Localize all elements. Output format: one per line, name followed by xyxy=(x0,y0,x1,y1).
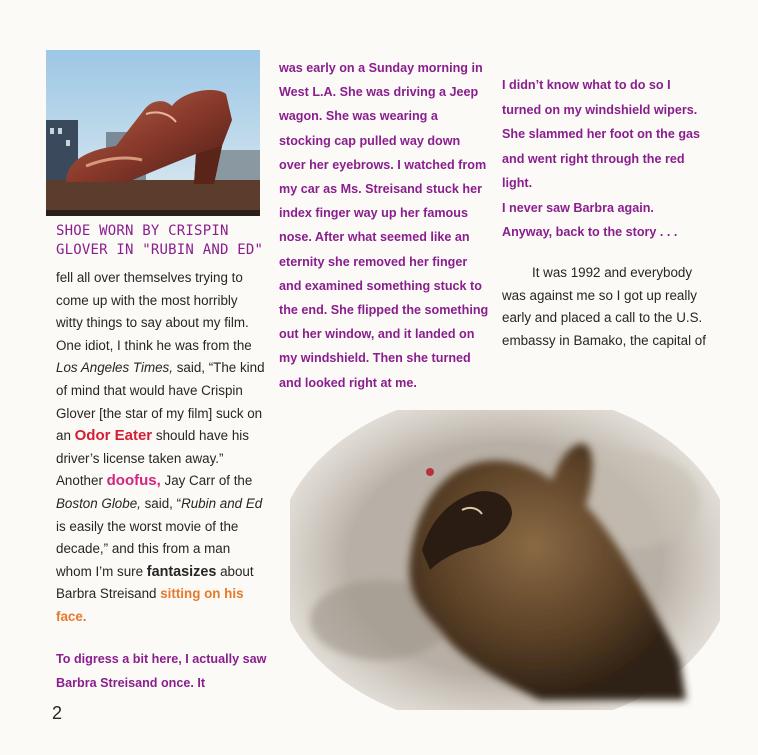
text-run: is easily the worst movie of the decade,” and this from a man whom I’m sure xyxy=(56,518,239,579)
dog-photo xyxy=(290,410,720,710)
dog-photo-image xyxy=(290,410,720,710)
text-run: said, “ xyxy=(140,495,182,511)
body-column-3 xyxy=(502,73,712,245)
text-run: Jay Carr of the xyxy=(160,473,253,489)
text-run: said, “The kind of mind that would have Crispin Glover [the star of my film] suck on an xyxy=(56,360,265,444)
text-run: should have his driver’s license taken away.” Another xyxy=(56,428,249,489)
shoe-photo-image xyxy=(46,50,260,216)
paragraph-reviews xyxy=(56,267,268,629)
body-column-2: was early on a Sunday morning in West L.A. She was driving a Jeep wagon. She was wearing a stocking cap pulled way down over her eyebrows. I watched from my car as Ms. Streisand stuck her index finger way up her famous nose. After what seemed like an eternity she removed her finger and examined something stuck to the end. She flipped the something out her window, and it landed on my windshield. Then she turned and looked right at me. xyxy=(279,61,489,390)
publication-name: Boston Globe, xyxy=(56,495,141,511)
publication-name: Los Angeles Times, xyxy=(56,360,173,376)
paragraph-digress: To digress a bit here, I actually saw Barbra Streisand once. It xyxy=(56,651,267,690)
caption-line-1: SHOE WORN BY CRISPIN xyxy=(56,223,229,239)
film-title: Rubin and Ed xyxy=(181,495,263,511)
paragraph-back-to-story: Anyway, back to the story . . . xyxy=(502,225,678,239)
photo-caption xyxy=(56,222,276,260)
highlight-odor-eater: Odor Eater xyxy=(74,427,153,445)
text-run: fell all over themselves trying to come up with the most horribly witty things to say about my film. One idiot, I think he was from the xyxy=(56,270,252,353)
paragraph-never-saw: I never saw Barbra again. xyxy=(502,200,654,215)
body-column-4 xyxy=(502,262,714,352)
text-run: about Barbra Streisand xyxy=(56,563,254,602)
highlight-sitting: sitting on his face. xyxy=(56,586,244,624)
highlight-fantasizes: fantasizes xyxy=(146,563,217,580)
paragraph-1992: It was 1992 and everybody was against me so I got up really early and placed a call to the U.S. embassy in Bamako, the capital of xyxy=(502,265,706,348)
highlight-doofus: doofus, xyxy=(106,472,161,490)
caption-line-2: GLOVER IN "RUBIN AND ED" xyxy=(56,242,264,258)
body-column-1 xyxy=(56,267,268,695)
paragraph-wipers: I didn’t know what to do so I turned on my windshield wipers. She slammed her foot on the gas and went right through the red light. xyxy=(502,78,701,190)
page-number: 2 xyxy=(52,703,63,723)
shoe-photo xyxy=(46,50,260,216)
